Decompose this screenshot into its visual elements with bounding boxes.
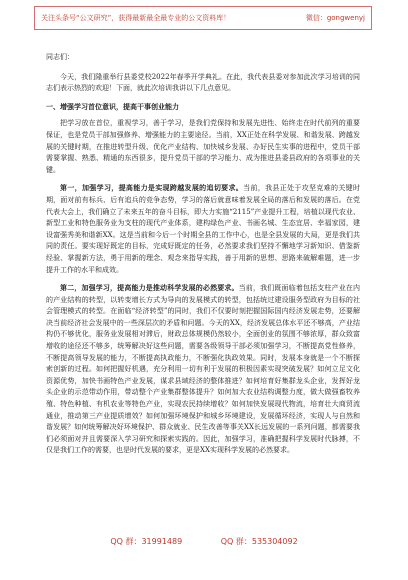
section-paragraph-1: 把学习放在首位，重视学习，善于学习，是我们党保持和发展先进性、始终走在时代前列的重要保证，也是党员干部加强修养、增强能力的主要途径。当前，XX正处在科学发展、和谐发展、跨越发展的关键时期，在推进转型升级、优化产业结构、加快城乡发展、办好民生实事的进程中，党员干部需要掌握、熟悉、精通的东西很多，提升党员干部的学习能力、成为推进县委县政府的各项事业的关键。 (46, 119, 360, 174)
banner-promo-text: 关注头条号“公文研究”，获得最新最全最专业的公文资料库！ (41, 14, 231, 22)
footer-qq-group-2: QQ 群：535304092 (220, 537, 298, 546)
section-heading: 一、增强学习首位意识，提高干事创业能力 (46, 101, 179, 111)
paragraph-2-text: 当前，我县正处于攻坚克难的关键时期，面对前有标兵、后有追兵的竞争态势，学习的落后就意味着发展全局的落后和发展的落后。在党代表大会上，我们确立了未来五年的奋斗目标，即大力实施“2115”产业提升工程，培植以现代农业、新型工业和特色服务业为支柱的现代产业体系，建构绿色产业、书画名城、生态宜居、幸福家园，建设富强秀美和谐新XX。这是当前和今后一个时期全县的工作中心，也是全县发展的大局，更是我们共同的责任。要实现好既定的目标，完成好既定的任务，必然要求我们坚持不懈地学习新知识、借鉴新经验、掌握新方法，勇于用新的理念、观念来指导实践，善于用新的思想、思路来破解难题，进一步提升工作的水平和成效。 (46, 184, 360, 274)
footer-qq-group-1: QQ 群：31991489 (110, 537, 183, 546)
section-paragraph-3 (46, 282, 360, 457)
paragraph-3-lead: 第二，加强学习，提高能力是推动科学发展的必然要求。 (60, 283, 239, 293)
paragraph-3-text: 当前，我们既面临着包括支柱产业在内的产业结构的转型，以转变增长方式为导向的发展模式的转型，包括统过建设服务型政府为目标的社会管理模式的转型。在面临“经济转型”的同时，我们不仅要时刻把握国际国内经济发展走势，还要解决当前经济社会发展中的一些深层次的矛盾和问题。今天的XX，经济发展总体水平还不够高，产业结构仍不够优化，服务业发展相对滞后，财政总体规模仍然较小，全面创业的氛围不够浓厚，群众致富增收的途径还不够多，统筹解决好这些问题，需要各级领导干部必须加强学习，不断提高党性修养，不断提高领导发展的能力，不断提高执政能力，不断强化执政效果。同时，发展本身就是一个不断探索创新的过程。如何把握好机遇，充分利用一切有利于发展的积极因素实现突破发展？如何立足文化资源优势，加快书画特色产业发展，谋求县域经济的整体推进？如何培育好集群龙头企业，发挥好龙头企业的示范带动作用，带动整个产业集群整体提升？如何加大农业结构调整力度，做大做强畜牧养殖、特色种植、有机农业等特色产业，实现农民持续增收？如何加快发展现代物流，培育壮大商贸流通业，推动第三产业提质增效？如何加强环境保护和城乡环境建设，发展循环经济，实现人与自然和谐发展？如何统筹解决好环境保护、群众就业、民生改善等事关XX长远发展的一系列问题，都需要我们必须面对并且需要深入学习研究和探索实践的。因此，加强学习，准确把握科学发展时代脉搏，不仅是我们工作的需要，也是时代发展的要求，更是XX实现科学发展的必然要求。 (46, 284, 361, 455)
footer-qq-groups (0, 536, 408, 547)
banner-wechat: 微信：gongwenyj (305, 14, 365, 22)
intro-paragraph: 今天，我们隆重举行县委党校2022年春季开学典礼。在此，我代表县委对参加此次学习培训的同志们表示热烈的欢迎！下面，就此次培训我讲以下几点意见。 (46, 72, 360, 93)
document-body (46, 52, 360, 463)
section-paragraph-2 (46, 182, 360, 276)
paragraph-2-lead: 第一，加强学习，提高能力是实现跨越发展的追切要求。 (60, 183, 244, 193)
greeting: 同志们： (46, 53, 74, 61)
header-banner (34, 6, 372, 30)
